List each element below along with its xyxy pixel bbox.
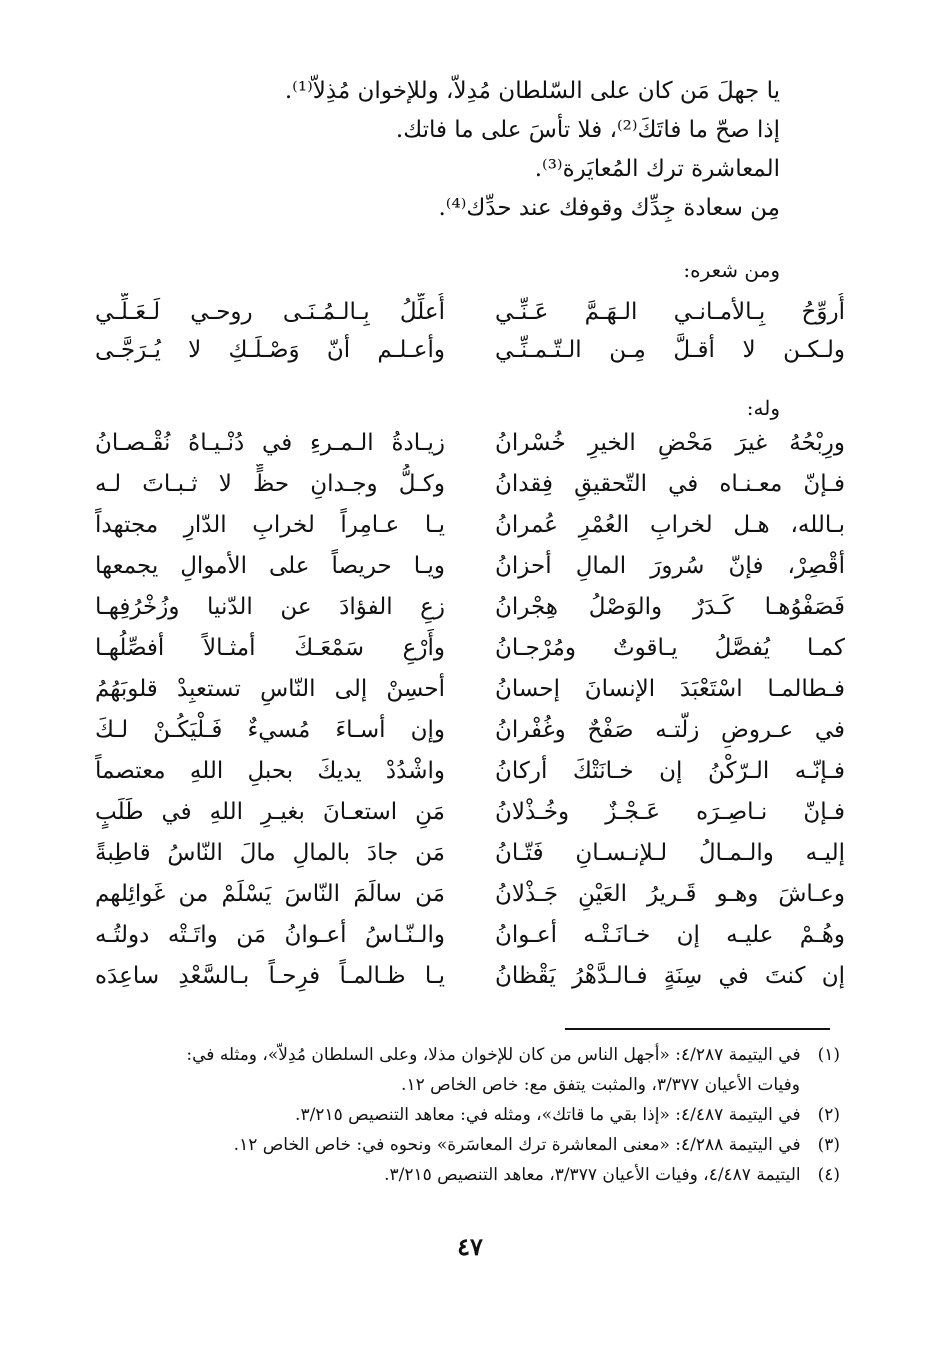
- verse: [95, 792, 845, 833]
- verse-first-hemistich: مَنِ استعـانَ بغيـرِ اللهِ في طَلَبٍ: [95, 799, 445, 825]
- verse: [95, 293, 845, 331]
- verse-first-hemistich: مَن جادَ بالمالِ مالَ النّاسُ قاطِبةً: [95, 840, 445, 866]
- section-heading-more: وله:: [746, 396, 780, 420]
- verse: [95, 710, 845, 751]
- verse-first-hemistich: أحسِنْ إلى النّاسِ تستعبِدْ قلوبَهُمُ: [95, 676, 445, 702]
- verse-second-hemistich: فـإنّ نـاصِـرَه عَـجْـزٌ وخُـذْلانُ: [495, 799, 845, 825]
- page-number: ٤٧: [457, 1232, 483, 1261]
- verse: [95, 628, 845, 669]
- verse: [95, 546, 845, 587]
- verse-first-hemistich: وأعـلـم أنّ وَصْـلَـكِ لا يُـرَجَّـى: [95, 337, 445, 363]
- verse-first-hemistich: واشْدُدْ يديكَ بحبلِ اللهِ معتصماً: [95, 758, 445, 784]
- verse: [95, 874, 845, 915]
- footnote-continuation: وفيات الأعيان ٣/٣٧٧، والمثبت يتفق مع: خاص الخاص ١٢.: [401, 1075, 800, 1095]
- verse-first-hemistich: زعِ الفؤادَ عن الدّنيا وزُخْرُفِهـا: [95, 594, 445, 620]
- footnote: [90, 1160, 840, 1190]
- footnote-number: (٣): [817, 1135, 840, 1155]
- poem-1: [95, 293, 845, 369]
- verse-second-hemistich: فـطالمـا اسْتَعْبَدَ الإنسانَ إحسانُ: [495, 676, 845, 702]
- footnote-number: (١): [817, 1045, 840, 1065]
- verse-first-hemistich: وكـلُّ وجـدانِ حظٍّ لا ثـبـاتَ لـه: [95, 471, 445, 497]
- verse-second-hemistich: إن كنتَ في سِنَةٍ فـالـدَّهْرُ يَقْظانُ: [495, 963, 845, 989]
- verse-second-hemistich: فـإنّـه الـرّكْنُ إن خـانَتْكَ أركانُ: [495, 758, 845, 784]
- verse-second-hemistich: وهُـمْ عليـه إن خـانَـتْـه أعـوانُ: [495, 922, 845, 948]
- verse-second-hemistich: وعـاشَ وهـو قَـريرُ العَيْنِ جَـذْلانُ: [495, 881, 845, 907]
- footnote-text: في اليتيمة ٤/٢٨٧: «أجهل الناس من كان للإخوان مذلا، وعلى السلطان مُدِلاّ»، ومثله في:: [186, 1045, 801, 1065]
- verse: [95, 915, 845, 956]
- verse-first-hemistich: زيـادةُ الـمـرءِ في دُنْـيـاهُ نُقْـصـانُ: [95, 430, 445, 456]
- footnote-separator: [565, 1028, 830, 1030]
- verse-second-hemistich: ورِبْحُهُ غيرَ مَحْضِ الخيرِ خُسْرانُ: [495, 430, 845, 456]
- verse: [95, 956, 845, 997]
- verse-second-hemistich: فَصَفْوُهـا كَـدَرٌ والوَصْلُ هِجْرانُ: [495, 594, 845, 620]
- verse-first-hemistich: وأَرْعِ سَمْعَـكَ أمثـالاً أفصِّلُهـا: [95, 635, 445, 661]
- footnotes: [90, 1040, 840, 1190]
- saying-line: إذا صحّ ما فاتَكَ⁽²⁾، فلا تأسَ على ما فاتك.: [395, 117, 780, 143]
- verse: [95, 751, 845, 792]
- verse-first-hemistich: أُعلِّلُ بِـالـمُـنَـى روحـي لَـعَـلِّـي: [95, 299, 445, 325]
- footnote-text: اليتيمة ٤/٤٨٧، وفيات الأعيان ٣/٣٧٧، معاهد التنصيص ٣/٢١٥.: [384, 1165, 801, 1185]
- verse: [95, 587, 845, 628]
- verse-second-hemistich: ولـكـن لا أقـلَّ مِـن الـتّـمـنِّـي: [495, 337, 845, 363]
- saying-line: مِن سعادة جِدِّك وقوفك عند حدِّك⁽⁴⁾.: [438, 195, 780, 221]
- poem-2: [95, 423, 845, 997]
- verse: [95, 833, 845, 874]
- footnote: [90, 1130, 840, 1160]
- verse-first-hemistich: والـنّـاسُ أعـوانُ مَن واتَـتْه دولتُـه: [95, 922, 445, 948]
- verse: [95, 464, 845, 505]
- verse: [95, 423, 845, 464]
- verse-second-hemistich: كمـا يُفصَّلُ يـاقوتٌ ومُرْجـانُ: [495, 635, 845, 661]
- verse-second-hemistich: فـإنّ معـنـاه في التّحقيقِ فِقدانُ: [495, 471, 845, 497]
- verse: [95, 331, 845, 369]
- verse-first-hemistich: وإن أسـاءَ مُسيءٌ فَـلْيَكُـنْ لـكَ: [95, 717, 445, 743]
- footnote: [90, 1100, 840, 1130]
- saying-line: يا جهلَ مَن كان على السّلطان مُدِلاّ، وللإخوان مُذِلاّ⁽¹⁾.: [284, 78, 780, 104]
- verse: [95, 505, 845, 546]
- verse-second-hemistich: في عـروضِ زلّتـه صَفْحٌ وغُفْرانُ: [495, 717, 845, 743]
- footnote-text: في اليتيمة ٤/٤٨٧: «إذا بقي ما قاتك»، ومثله في: معاهد التنصيص ٣/٢١٥.: [295, 1105, 801, 1125]
- verse: [95, 669, 845, 710]
- sayings-block: [80, 72, 780, 228]
- footnote: [90, 1040, 840, 1070]
- verse-second-hemistich: إليـه والـمـالُ لـلإنـسـانِ فَتّـانُ: [495, 840, 845, 866]
- verse-first-hemistich: مَن سالَمَ النّاسَ يَسْلَمْ من غَوائِلهم: [95, 881, 445, 907]
- verse-first-hemistich: ويـا حريصاً على الأموالِ يجمعها: [95, 553, 445, 579]
- verse-first-hemistich: يـا ظـالمـاً فرِحـاً بـالسَّعْدِ ساعِدَه: [95, 963, 445, 989]
- verse-second-hemistich: أقْصِرْ، فإنّ سُرورَ المالِ أحزانُ: [495, 553, 845, 579]
- footnote-number: (٤): [817, 1165, 840, 1185]
- footnote-number: (٢): [817, 1105, 840, 1125]
- verse-second-hemistich: أُروِّحُ بِـالأمـانـي الـهَـمَّ عَـنِّـي: [495, 299, 845, 325]
- verse-first-hemistich: يـا عـامِراً لخرابِ الدّارِ مجتهداً: [95, 512, 445, 538]
- footnote-text: في اليتيمة ٤/٢٨٨: «معنى المعاشرة ترك المعاسَرة» ونحوه في: خاص الخاص ١٢.: [233, 1135, 801, 1155]
- section-heading-poetry: ومن شعره:: [683, 258, 780, 282]
- verse-second-hemistich: بـالله، هـل لخرابِ العُمْرِ عُمرانُ: [495, 512, 845, 538]
- saying-line: المعاشرة ترك المُعايَرة⁽³⁾.: [534, 156, 780, 182]
